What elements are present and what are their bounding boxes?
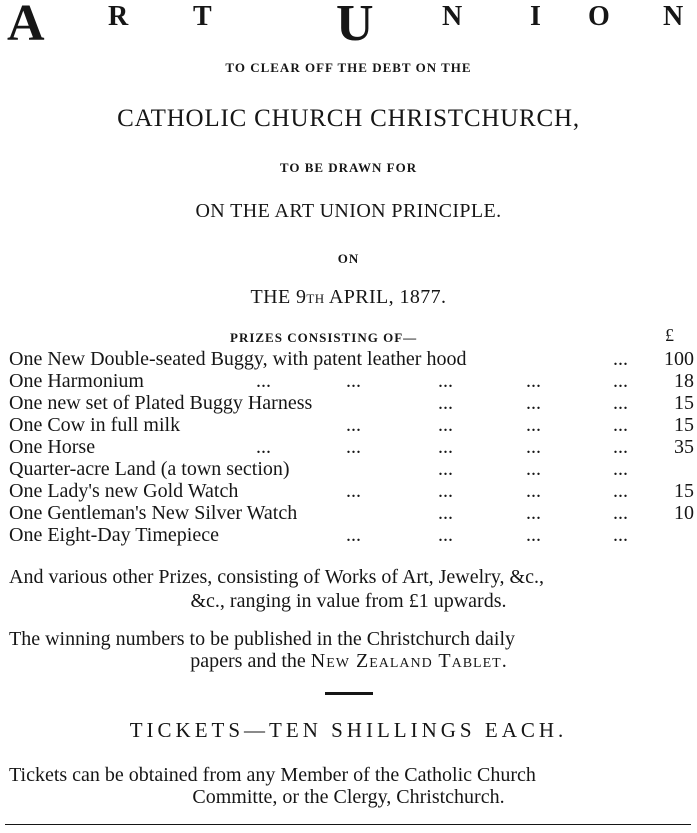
- leader-dots: ...: [438, 524, 453, 546]
- prize-label: One Horse: [9, 436, 96, 458]
- leader-dots: ...: [346, 370, 361, 392]
- prize-value: 15: [674, 392, 694, 414]
- tickets-line: TICKETS—TEN SHILLINGS EACH.: [129, 718, 568, 742]
- prize-value: 35: [674, 436, 694, 458]
- leader-dots: ...: [526, 414, 541, 436]
- church-line: CATHOLIC CHURCH CHRISTCHURCH,: [117, 105, 580, 132]
- prize-label: One Gentleman's New Silver Watch: [9, 502, 298, 524]
- title-letter: N: [663, 1, 684, 32]
- other-prizes-line2: &c., ranging in value from £1 upwards.: [190, 590, 507, 612]
- prize-label: One Cow in full milk: [9, 414, 181, 436]
- leader-dots: ...: [613, 370, 628, 392]
- prize-label: One new set of Plated Buggy Harness: [9, 392, 313, 414]
- leader-dots: ...: [613, 480, 628, 502]
- prize-value: 15: [674, 480, 694, 502]
- prize-label: One Harmonium: [9, 370, 144, 392]
- prize-row: [9, 392, 694, 414]
- bottom-rule: [5, 824, 691, 825]
- leader-dots: ...: [256, 370, 271, 392]
- winners-suffix: .: [501, 650, 507, 672]
- leader-dots: ...: [526, 480, 541, 502]
- leader-dots: ...: [346, 414, 361, 436]
- leader-dots: ...: [613, 348, 628, 370]
- winners-line2: [0, 650, 697, 672]
- purpose-line: TO CLEAR OFF THE DEBT ON THE: [225, 60, 472, 75]
- winners-prefix: papers and the: [190, 650, 311, 672]
- leader-dots: ...: [438, 436, 453, 458]
- prize-value: 100: [664, 348, 694, 370]
- leader-dots: ...: [526, 370, 541, 392]
- title-letter: R: [108, 1, 129, 32]
- prize-row: [9, 524, 694, 546]
- leader-dots: ...: [438, 458, 453, 480]
- currency-symbol: £: [665, 325, 674, 345]
- leader-dots: ...: [613, 524, 628, 546]
- leader-dots: ...: [526, 524, 541, 546]
- prize-label: One Eight-Day Timepiece: [9, 524, 219, 546]
- leader-dots: ...: [438, 502, 453, 524]
- title-letter: N: [442, 1, 463, 32]
- prize-row: [9, 370, 694, 392]
- principle-line: ON THE ART UNION PRINCIPLE.: [195, 200, 502, 222]
- leader-dots: ...: [613, 392, 628, 414]
- newspaper-name: New Zealand Tablet: [310, 650, 502, 672]
- prize-label: Quarter-acre Land (a town section): [9, 458, 290, 480]
- leader-dots: ...: [438, 480, 453, 502]
- leader-dots: ...: [526, 436, 541, 458]
- date-ordinal: TH: [306, 291, 325, 306]
- date-line: [0, 286, 697, 309]
- leader-dots: ...: [526, 458, 541, 480]
- prizes-header: PRIZES CONSISTING OF—: [230, 330, 418, 345]
- leader-dots: ...: [256, 436, 271, 458]
- leader-dots: ...: [613, 436, 628, 458]
- leader-dots: ...: [613, 414, 628, 436]
- leader-dots: ...: [346, 524, 361, 546]
- drawn-line: TO BE DRAWN FOR: [279, 160, 418, 175]
- leader-dots: ...: [613, 502, 628, 524]
- prize-row: [9, 480, 694, 502]
- prize-row: [9, 414, 694, 436]
- leader-dots: ...: [346, 436, 361, 458]
- leader-dots: ...: [526, 392, 541, 414]
- prize-value: 10: [674, 502, 694, 524]
- prize-row: [9, 458, 694, 480]
- title-letter: U: [336, 0, 374, 52]
- divider: [325, 692, 373, 695]
- prize-label: One Lady's new Gold Watch: [9, 480, 239, 502]
- prize-row: [9, 348, 694, 370]
- leader-dots: ...: [438, 414, 453, 436]
- title-letter: A: [7, 0, 45, 52]
- winners-line1: The winning numbers to be published in the Christchurch daily: [9, 628, 516, 650]
- title-letter: T: [193, 1, 212, 32]
- leader-dots: ...: [613, 458, 628, 480]
- prize-label: One New Double-seated Buggy, with patent leather hood: [9, 348, 467, 370]
- date-prefix: THE 9: [250, 286, 307, 308]
- leader-dots: ...: [526, 502, 541, 524]
- leader-dots: ...: [438, 370, 453, 392]
- on-line: ON: [337, 251, 360, 266]
- prize-value: 18: [674, 370, 694, 392]
- leader-dots: ...: [438, 392, 453, 414]
- obtain-line2: Committe, or the Clergy, Christchurch.: [192, 786, 505, 808]
- title-letter: I: [530, 1, 541, 32]
- date-suffix: APRIL, 1877.: [324, 286, 447, 308]
- other-prizes-line1: And various other Prizes, consisting of Works of Art, Jewelry, &c.,: [9, 566, 544, 588]
- title-letter: O: [588, 1, 610, 32]
- prize-row: [9, 502, 694, 524]
- prize-row: [9, 436, 694, 458]
- prize-value: 15: [674, 414, 694, 436]
- leader-dots: ...: [346, 480, 361, 502]
- obtain-line1: Tickets can be obtained from any Member of the Catholic Church: [9, 764, 536, 786]
